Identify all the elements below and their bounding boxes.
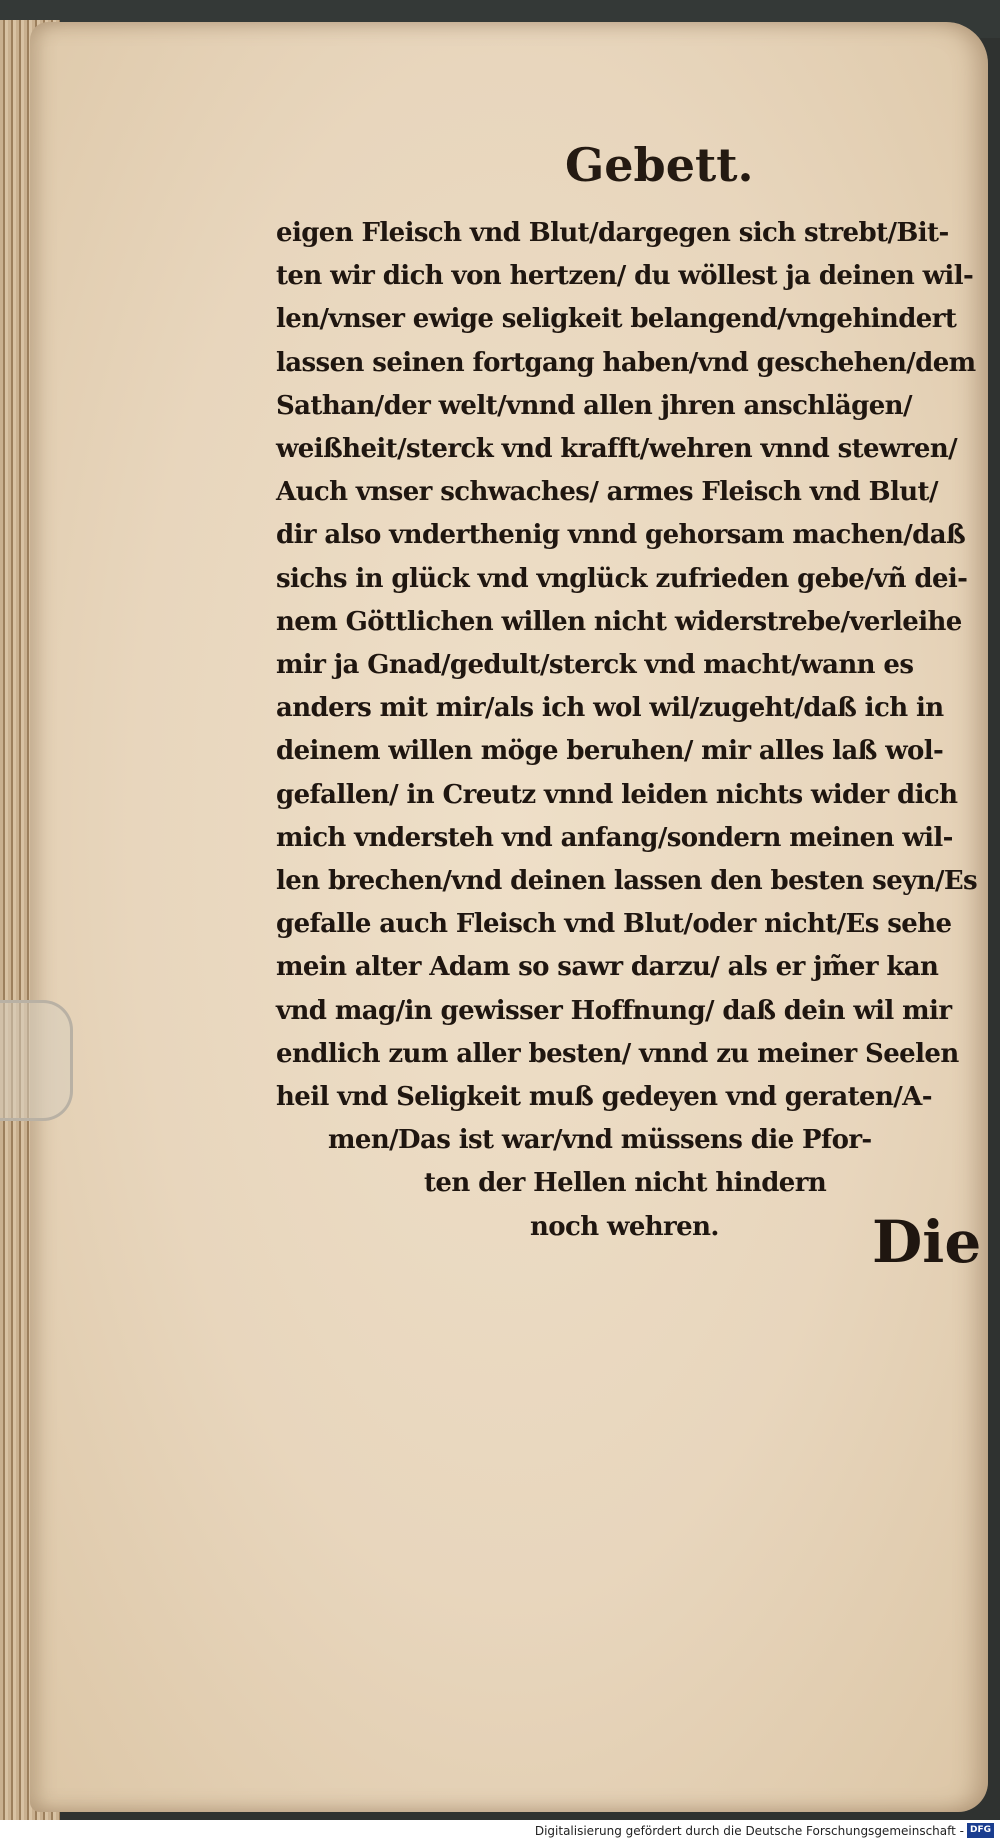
text-line: noch wehren. <box>530 1211 719 1242</box>
page-heading: Gebett. <box>565 138 754 192</box>
text-line: men/Das ist war/vnd müssens die Pfor- <box>328 1125 872 1156</box>
text-line: dir also vnderthenig vnnd gehorsam machen/daß <box>276 520 966 551</box>
text-line: eigen Fleisch vnd Blut/dargegen sich strebt/Bit- <box>276 218 949 248</box>
digitization-credit: Digitalisierung gefördert durch die Deutsche Forschungsgemeinschaft - <box>534 1824 964 1838</box>
page-clip <box>0 1000 73 1121</box>
text-line: anders mit mir/als ich wol wil/zugeht/daß ich in <box>276 693 944 724</box>
text-line: nem Göttlichen willen nicht widerstrebe/verleihe <box>276 606 962 637</box>
text-line: gefallen/ in Creutz vnnd leiden nichts wider dich <box>276 779 958 810</box>
text-line: weißheit/sterck vnd krafft/wehren vnnd stewren/ <box>276 434 958 465</box>
dfg-logo-icon: DFG <box>967 1823 994 1838</box>
catchword: Die <box>872 1208 982 1276</box>
text-line: vnd mag/in gewisser Hoffnung/ daß dein wil mir <box>276 995 952 1026</box>
text-line: ten der Hellen nicht hindern <box>424 1168 827 1199</box>
text-line: lassen seinen fortgang haben/vnd geschehen/dem <box>276 347 976 378</box>
text-line: sichs in glück vnd vnglück zufrieden gebe/vñ dei- <box>276 563 968 594</box>
text-line: mich vndersteh vnd anfang/sondern meinen wil- <box>276 822 953 853</box>
text-line: heil vnd Seligkeit muß gedeyen vnd geraten/A- <box>276 1082 932 1113</box>
text-line: len brechen/vnd deinen lassen den besten seyn/Es <box>276 866 978 897</box>
text-line: len/vnser ewige seligkeit belangend/vngehindert <box>276 304 957 335</box>
text-line: mein alter Adam so sawr darzu/ als er jm̃er kan <box>276 952 939 983</box>
body-text <box>276 212 976 1249</box>
text-line: endlich zum aller besten/ vnnd zu meiner Seelen <box>276 1038 959 1069</box>
text-line: mir ja Gnad/gedult/sterck vnd macht/wann es <box>276 650 914 681</box>
text-line: ten wir dich von hertzen/ du wöllest ja deinen wil- <box>276 261 974 292</box>
text-line: gefalle auch Fleisch vnd Blut/oder nicht/Es sehe <box>276 909 952 940</box>
text-line: Auch vnser schwaches/ armes Fleisch vnd Blut/ <box>276 477 938 508</box>
text-line: deinem willen möge beruhen/ mir alles laß wol- <box>276 736 944 767</box>
text-line: Sathan/der welt/vnnd allen jhren anschlägen/ <box>276 390 912 421</box>
